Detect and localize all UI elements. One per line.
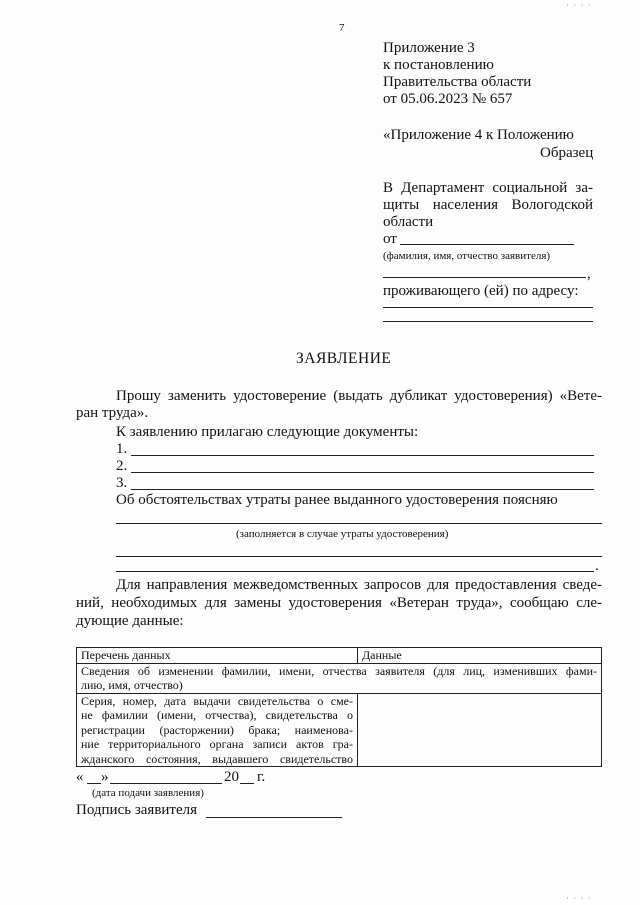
appendix-line-3: Правительства области bbox=[383, 74, 532, 90]
table-row-line-4: ние территориального органа записи актов гра- bbox=[81, 737, 353, 751]
loss-field-1[interactable] bbox=[116, 523, 602, 524]
addressee-line-3: области bbox=[383, 214, 434, 230]
data-table bbox=[76, 647, 602, 767]
appendix-reference: «Приложение 4 к Положению bbox=[383, 127, 574, 143]
attachments-label: К заявлению прилагаю следующие документы: bbox=[116, 424, 419, 440]
table-row-line-2: не фамилии (имени, отчества), свидетельства о bbox=[81, 708, 353, 722]
appendix-line-1: Приложение 3 bbox=[383, 40, 475, 56]
table-section-row bbox=[77, 663, 602, 693]
request-text-line-2: ран труда». bbox=[76, 405, 149, 421]
applicant-name-field-2[interactable] bbox=[383, 277, 586, 278]
interagency-line-3: дующие данные: bbox=[76, 613, 184, 629]
table-header-data: Данные bbox=[358, 648, 602, 664]
applicant-name-field[interactable] bbox=[400, 244, 574, 245]
table-header-list: Перечень данных bbox=[77, 648, 358, 664]
address-field-1[interactable] bbox=[383, 307, 593, 308]
address-field-2[interactable] bbox=[383, 321, 593, 322]
date-close-quote: » bbox=[101, 769, 109, 785]
loss-hint: (заполняется в случае утраты удостоверения) bbox=[236, 528, 449, 540]
appendix-line-2: к постановлению bbox=[383, 57, 494, 73]
date-hint: (дата подачи заявления) bbox=[92, 787, 204, 799]
document-number-2: 2. bbox=[116, 458, 128, 474]
period: . bbox=[595, 558, 599, 574]
addressee-line-2: щиты населения Вологодской bbox=[383, 197, 593, 213]
table-row-line-3: регистрации (расторжении) брака; наименова- bbox=[81, 722, 353, 737]
date-day-field[interactable] bbox=[87, 783, 101, 784]
document-field-2[interactable] bbox=[131, 472, 594, 473]
date-year-prefix: 20 bbox=[224, 769, 239, 785]
page-number: 7 bbox=[339, 22, 345, 34]
loss-field-3[interactable] bbox=[116, 571, 594, 572]
sample-label: Образец bbox=[540, 145, 594, 161]
applicant-name-hint: (фамилия, имя, отчество заявителя) bbox=[383, 250, 551, 262]
residing-label: проживающего (ей) по адресу: bbox=[383, 283, 579, 299]
table-row bbox=[77, 693, 602, 767]
comma: , bbox=[587, 266, 591, 282]
interagency-line-2: ний, необходимых для замены удостоверения «Ветеран труда», сообщаю сле- bbox=[76, 595, 602, 611]
request-text-line-1: Прошу заменить удостоверение (выдать дубликат удостоверения) «Вете- bbox=[116, 388, 602, 404]
signature-field[interactable] bbox=[206, 817, 342, 818]
date-year-field[interactable] bbox=[240, 783, 254, 784]
scan-mark-bottom: · · · · bbox=[566, 893, 592, 903]
interagency-line-1: Для направления межведомственных запросов для предоставления сведе- bbox=[116, 577, 602, 593]
table-row-line-1: Серия, номер, дата выдачи свидетельства о сме- bbox=[81, 693, 353, 708]
table-header-row bbox=[77, 648, 602, 664]
document-number-3: 3. bbox=[116, 475, 128, 491]
table-section-line-1: Сведения об изменении фамилии, имени, отчества заявителя (для лиц, изменивших фами- bbox=[81, 663, 597, 678]
loss-field-2[interactable] bbox=[116, 556, 602, 557]
page-title: ЗАЯВЛЕНИЕ bbox=[296, 350, 392, 367]
document-number-1: 1. bbox=[116, 441, 128, 457]
table-row-line-5: жданского состояния, выдавшего свидетельство bbox=[81, 751, 353, 766]
table-section-cell bbox=[77, 663, 602, 693]
table-row-value[interactable] bbox=[358, 693, 602, 767]
date-year-suffix: г. bbox=[257, 769, 266, 785]
table-row-label bbox=[77, 693, 358, 767]
date-month-field[interactable] bbox=[110, 783, 222, 784]
from-label: от bbox=[383, 231, 397, 247]
date-open-quote: « bbox=[76, 769, 84, 785]
scan-mark-top: · · · · bbox=[566, 0, 592, 10]
addressee-line-1: В Департамент социальной за- bbox=[383, 180, 593, 196]
table-section-line-2: лию, имя, отчество) bbox=[81, 678, 183, 692]
signature-label: Подпись заявителя bbox=[76, 802, 198, 818]
document-field-3[interactable] bbox=[131, 489, 594, 490]
document-field-1[interactable] bbox=[131, 455, 594, 456]
loss-label: Об обстоятельствах утраты ранее выданного удостоверения поясняю bbox=[116, 492, 558, 508]
appendix-line-4: от 05.06.2023 № 657 bbox=[383, 91, 513, 107]
